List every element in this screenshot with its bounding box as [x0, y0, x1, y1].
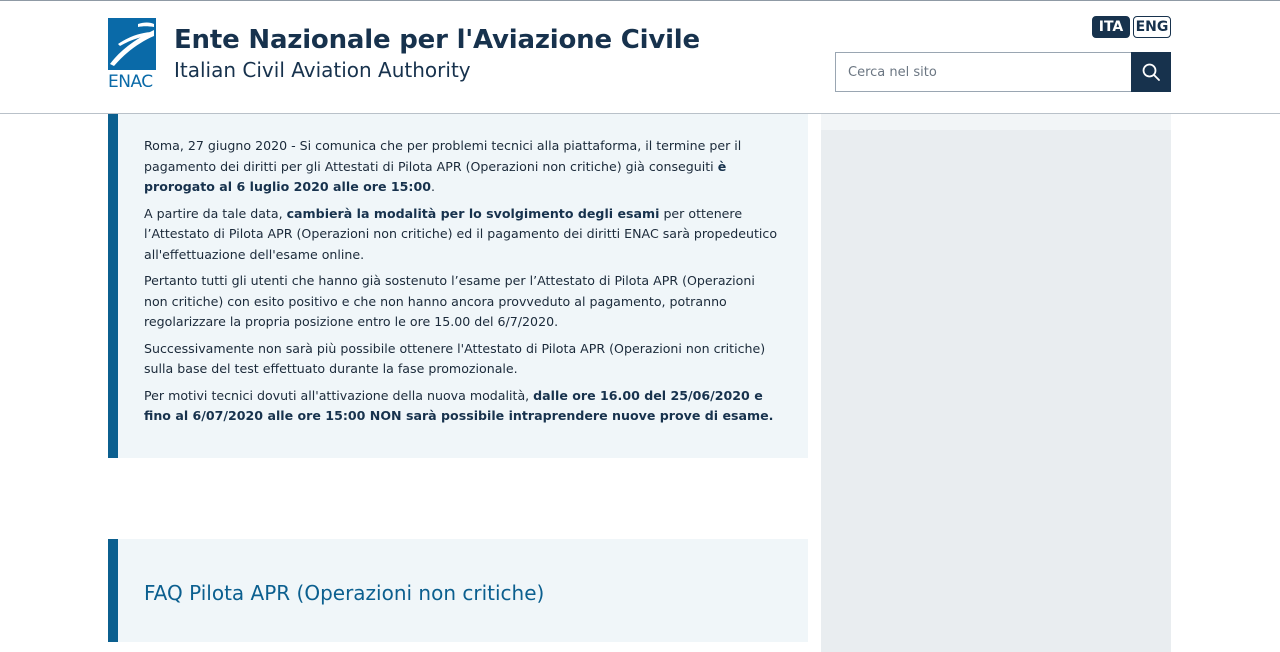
site-title[interactable]: Ente Nazionale per l'Aviazione Civile [174, 25, 700, 55]
notice-paragraph [144, 386, 782, 427]
site-header [0, 1, 1280, 114]
notice-text-bold: è prorogato al 6 luglio 2020 alle ore 15:00 [144, 158, 727, 194]
enac-logo[interactable] [108, 18, 156, 91]
notice-paragraph [144, 339, 782, 380]
notice-paragraph [144, 271, 782, 333]
notice-text-bold: cambierà la modalità per lo svolgimento degli esami [286, 205, 660, 221]
faq-card[interactable] [108, 539, 808, 642]
search-icon [1141, 62, 1161, 82]
search-input[interactable] [835, 52, 1132, 92]
notice-text: Successivamente non sarà più possibile ottenere l'Attestato di Pilota APR (Operazioni non critiche) sulla base del test effettuato durante la fase promozionale. [144, 340, 766, 376]
faq-link[interactable]: FAQ Pilota APR (Operazioni non critiche) [144, 581, 545, 605]
language-ita-button[interactable]: ITA [1092, 16, 1130, 38]
notice-box [108, 114, 808, 458]
sidebar-header-strip [821, 114, 1171, 130]
language-eng-button[interactable]: ENG [1133, 16, 1171, 38]
logo-wordmark: ENAC [108, 72, 153, 92]
notice-text: Roma, 27 giugno 2020 - Si comunica che per problemi tecnici alla piattaforma, il termine per il pagamento dei diritti per gli Attestati di Pilota APR (Operazioni non critiche) già conseguiti [144, 138, 742, 174]
site-subtitle: Italian Civil Aviation Authority [174, 58, 471, 82]
notice-text-bold: dalle ore 16.00 del 25/06/2020 e fino al 6/07/2020 alle ore 15:00 NON sarà possibile intraprendere nuove prove di esame. [144, 387, 774, 423]
notice-text: A partire da tale data, [144, 205, 287, 221]
notice-text: . [431, 179, 436, 194]
notice-paragraph [144, 204, 782, 266]
notice-text: Per motivi tecnici dovuti all'attivazione della nuova modalità, [144, 387, 534, 403]
search-button[interactable] [1131, 52, 1171, 92]
notice-paragraph [144, 136, 782, 198]
notice-text: Pertanto tutti gli utenti che hanno già sostenuto l’esame per l’Attestato di Pilota APR (Operazioni non critiche) con esito positivo e che non hanno ancora provveduto al pagamento, potranno regolarizzare la propria posizione entro le ore 15.00 del 6/7/2020. [144, 273, 755, 329]
notice-text: per ottenere l’Attestato di Pilota APR (Operazioni non critiche) ed il pagamento dei diritti ENAC sarà propedeutico all'effettuazione dell'esame online. [144, 205, 778, 262]
sidebar-panel [821, 130, 1171, 652]
enac-logo-icon [108, 18, 156, 70]
